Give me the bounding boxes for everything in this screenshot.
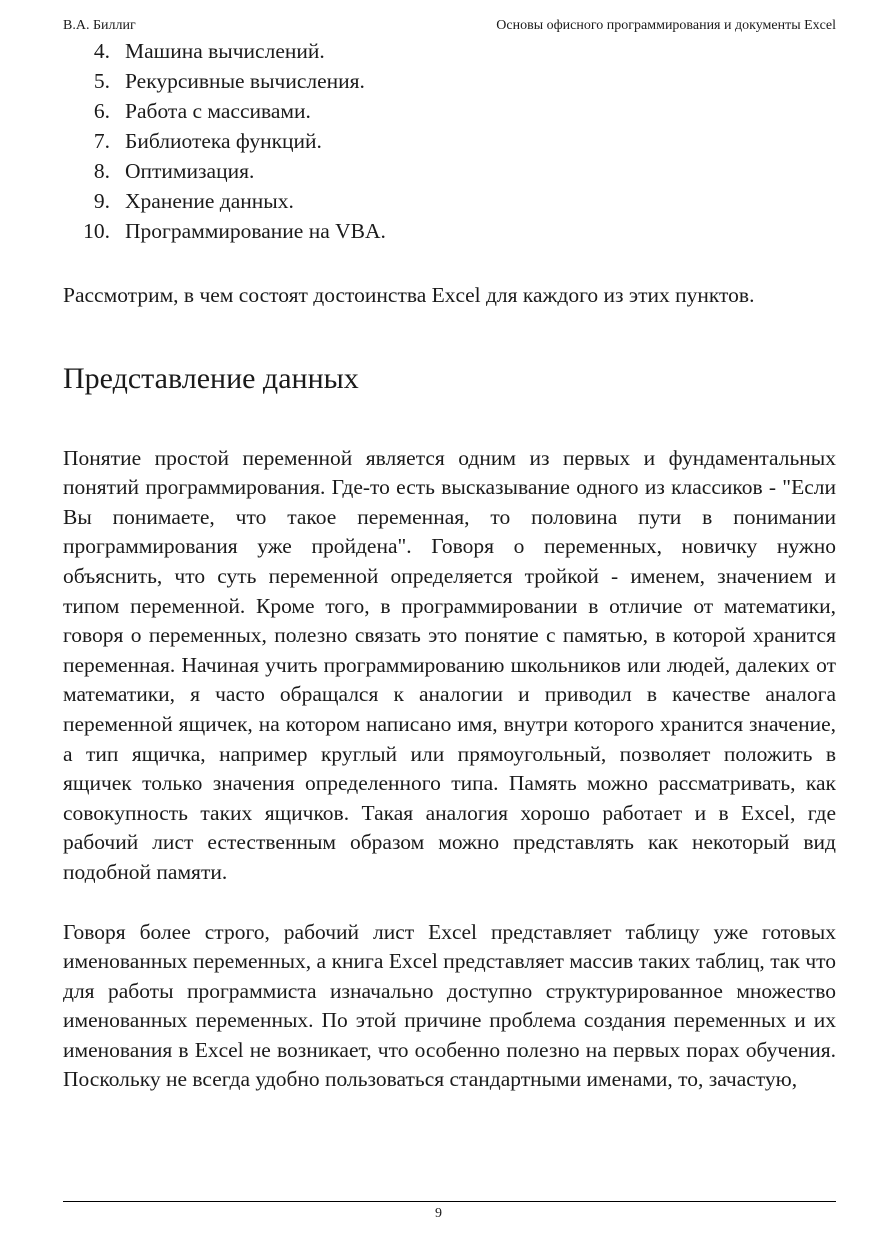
list-item (63, 126, 836, 156)
numbered-list (63, 36, 836, 246)
list-item-number: 8. (93, 159, 110, 183)
list-item (63, 186, 836, 216)
page-number: 9 (435, 1206, 442, 1221)
footer-divider (63, 1201, 836, 1202)
list-item-number: 5. (93, 69, 110, 93)
list-item (63, 66, 836, 96)
list-item (63, 36, 836, 66)
list-item-number: 9. (93, 189, 110, 213)
header-author: В.А. Биллиг (63, 18, 136, 33)
body-paragraph-2: Говоря более строго, рабочий лист Excel представляет таблицу уже готовых именованных переменных, а книга Excel представляет массив таких таблиц, так что для работы программиста изначально доступно структурированное множество именованных переменных. По этой причине проблема создания переменных и их именования в Excel не возникает, что особенно полезно на первых порах обучения. Поскольку не всегда удобно пользоваться стандартными именами, то, зачастую, (63, 919, 836, 1092)
list-item (63, 96, 836, 126)
page-content (63, 36, 836, 1095)
list-item-number: 6. (93, 99, 110, 123)
header-book-title: Основы офисного программирования и документы Excel (496, 18, 836, 33)
list-item-text: Библиотека функций. (125, 129, 322, 153)
list-item-text: Рекурсивные вычисления. (125, 69, 365, 93)
list-item-number: 7. (93, 129, 110, 153)
list-item (63, 216, 836, 246)
list-item (63, 156, 836, 186)
list-item-text: Работа с массивами. (125, 99, 311, 123)
list-item-number: 4. (93, 39, 110, 63)
list-item-text: Машина вычислений. (125, 39, 325, 63)
list-item-text: Программирование на VBA. (125, 219, 386, 243)
section-heading: Представление данных (63, 361, 359, 395)
body-paragraph-1: Понятие простой переменной является одним из первых и фундаментальных понятий программирования. Где-то есть высказывание одного из классиков - "Если Вы понимаете, что такое переменная, то половина пути в понимании программирования уже пройдена". Говоря о переменных, новичку нужно объяснить, что суть переменной определяется тройкой - именем, значением и типом переменной. Кроме того, в программировании в отличие от математики, говоря о переменных, полезно связать это понятие с памятью, в которой хранится переменная. Начиная учить программированию школьников или людей, далеких от математики, я часто обращался к аналогии и приводил в качестве аналога переменной ящичек, на котором написано имя, внутри которого хранится значение, а тип ящичка, например круглый или прямоугольный, позволяет положить в ящичек только значения определенного типа. Память можно рассматривать, как совокупность таких ящичков. Такая аналогия хорошо работает и в Excel, где рабочий лист естественным образом можно представлять как некоторый вид подобной памяти. (63, 445, 836, 884)
list-item-text: Оптимизация. (125, 159, 255, 183)
list-item-number: 10. (83, 219, 110, 243)
page-header (63, 16, 836, 36)
list-item-text: Хранение данных. (125, 189, 294, 213)
intro-paragraph: Рассмотрим, в чем состоят достоинства Excel для каждого из этих пунктов. (63, 283, 755, 307)
